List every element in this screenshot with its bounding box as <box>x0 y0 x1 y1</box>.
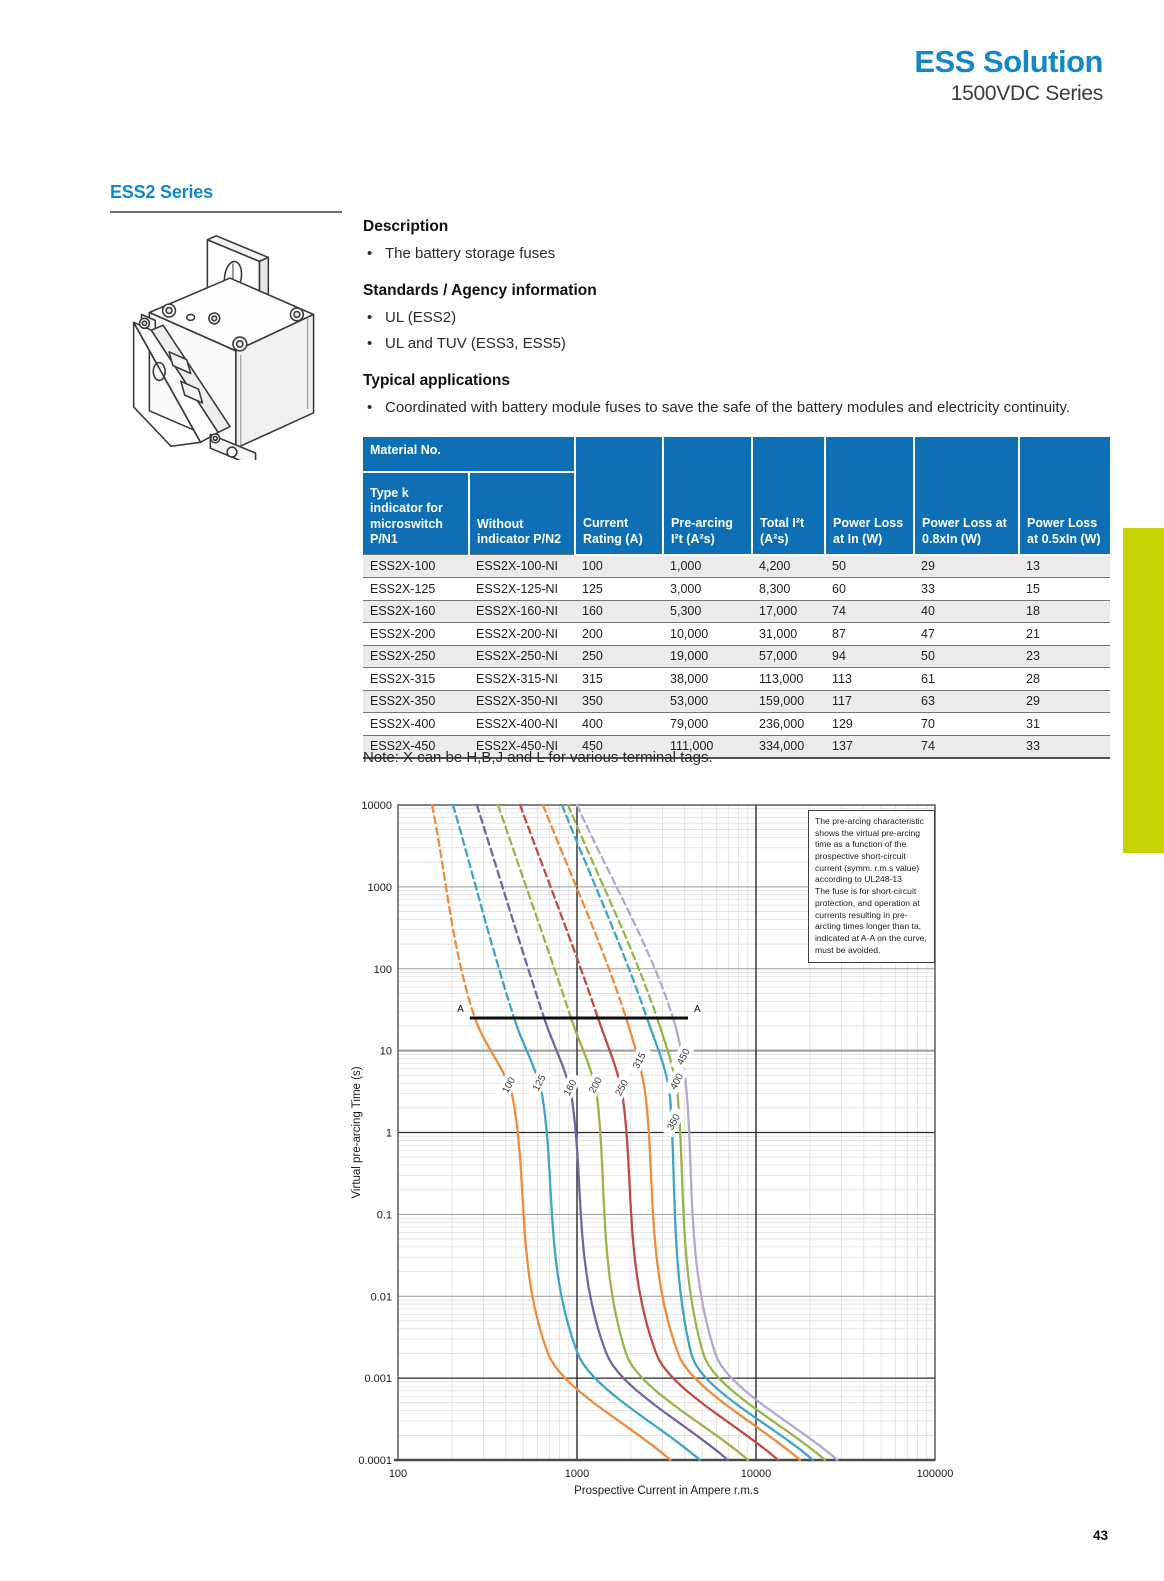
section-title: Description <box>363 218 449 235</box>
curve-label <box>670 1041 696 1072</box>
side-tab <box>1123 528 1164 853</box>
table-cell: 250 <box>582 649 603 664</box>
chart-annotation <box>808 810 935 963</box>
aa-label-left: A <box>457 1004 464 1016</box>
x-tick-label: 10000 <box>740 1468 772 1480</box>
table-cell: 18 <box>1026 604 1040 619</box>
table-cell: 33 <box>1026 739 1040 754</box>
column-header: Total I²t (A²s) <box>752 437 825 555</box>
table-cell: ESS2X-250 <box>370 649 436 664</box>
doc-title: ESS Solution <box>914 44 1103 79</box>
bullet-marker: • <box>367 399 373 416</box>
x-tick-label: 100 <box>388 1468 408 1480</box>
table-cell: 94 <box>832 649 846 664</box>
spec-table <box>363 437 1110 759</box>
table-cell: 29 <box>921 559 935 574</box>
aa-label-right: A <box>694 1004 701 1016</box>
bullet-marker: • <box>367 335 373 352</box>
table-cell: 31,000 <box>759 626 798 641</box>
table-cell: 50 <box>832 559 846 574</box>
table-cell: 21 <box>1026 626 1040 641</box>
table-row <box>363 668 1110 691</box>
table-cell: 3,000 <box>670 581 702 596</box>
table-cell: 117 <box>832 694 852 709</box>
table-cell: ESS2X-200-NI <box>476 626 558 641</box>
table-cell: 10,000 <box>670 626 709 641</box>
table-cell: 23 <box>1026 649 1040 664</box>
curve-label <box>582 1069 608 1100</box>
column-header: Power Loss at In (W) <box>825 437 914 555</box>
svg-text:350: 350 <box>665 1112 683 1133</box>
svg-text:315: 315 <box>631 1050 649 1071</box>
table-cell: 125 <box>582 581 603 596</box>
table-cell: 19,000 <box>670 649 709 664</box>
svg-text:400: 400 <box>668 1071 686 1092</box>
table-row <box>363 578 1110 601</box>
table-cell: 200 <box>582 626 603 641</box>
table-cell: 236,000 <box>759 716 805 731</box>
y-tick-label: 1 <box>385 1127 392 1140</box>
table-cell: 33 <box>921 581 935 596</box>
y-tick-label: 10 <box>379 1045 392 1058</box>
table-cell: ESS2X-400-NI <box>476 716 558 731</box>
table-group-header: Material No. <box>363 437 575 472</box>
table-cell: 334,000 <box>759 739 805 754</box>
bullet-text: Coordinated with battery module fuses to save the safe of the battery modules and electricity continuity. <box>385 399 1071 416</box>
table-cell: 350 <box>582 694 603 709</box>
table-cell: 160 <box>582 604 603 619</box>
bullet-item <box>363 331 1123 357</box>
table-cell: 87 <box>832 626 846 641</box>
table-cell: ESS2X-400 <box>370 716 436 731</box>
table-cell: 450 <box>582 739 603 754</box>
table-cell: 61 <box>921 671 935 686</box>
doc-subtitle: 1500VDC Series <box>950 81 1103 105</box>
table-cell: 57,000 <box>759 649 798 664</box>
table-cell: 63 <box>921 694 935 709</box>
column-header: Power Loss at 0.5xIn (W) <box>1019 437 1110 555</box>
table-cell: 70 <box>921 716 935 731</box>
y-tick-label: 10000 <box>361 800 392 812</box>
table-cell: 40 <box>921 604 935 619</box>
table-cell: 29 <box>1026 694 1040 709</box>
table-cell: 47 <box>921 626 935 641</box>
table-cell: 4,200 <box>759 559 791 574</box>
x-axis-title: Prospective Current in Ampere r.m.s <box>574 1485 759 1497</box>
table-cell: 315 <box>582 671 603 686</box>
table-cell: 1,000 <box>670 559 702 574</box>
y-tick-label: 0.1 <box>376 1209 392 1222</box>
x-tick-label: 1000 <box>564 1468 590 1480</box>
bullet-text: UL and TUV (ESS3, ESS5) <box>385 335 566 352</box>
table-cell: 159,000 <box>759 694 805 709</box>
table-row <box>363 623 1110 646</box>
table-cell: 17,000 <box>759 604 798 619</box>
x-tick-label: 100000 <box>916 1468 954 1480</box>
table-cell: ESS2X-160 <box>370 604 436 619</box>
table-cell: 74 <box>921 739 935 754</box>
table-cell: 31 <box>1026 716 1040 731</box>
table-cell: ESS2X-350-NI <box>476 694 558 709</box>
y-tick-label: 0.001 <box>364 1373 392 1386</box>
note-text: Note: X can be H,B,J and L for various terminal tags. <box>363 749 713 766</box>
table-cell: ESS2X-350 <box>370 694 436 709</box>
y-tick-label: 0.0001 <box>358 1455 392 1467</box>
table-cell: 137 <box>832 739 853 754</box>
table-cell: 74 <box>832 604 846 619</box>
annotation-paragraph: The pre-arcing characteristic shows the virtual pre-arcing time as a function of the prospective short-circuit current (symm. r.m.s value) according to UL248-13 <box>815 816 924 885</box>
y-axis-title: Virtual pre-arcing Time (s) <box>351 1066 363 1199</box>
table-cell: 50 <box>921 649 935 664</box>
column-header: Type k indicator for microswitch P/N1 <box>363 472 469 555</box>
bullet-marker: • <box>367 309 373 326</box>
product-image-fuse <box>112 224 348 460</box>
table-cell: 60 <box>832 581 846 596</box>
table-cell: 113,000 <box>759 671 804 686</box>
page-number: 43 <box>1092 1528 1108 1543</box>
table-cell: 400 <box>582 716 603 731</box>
column-header: Pre-arcing I²t (A²s) <box>663 437 752 555</box>
bullet-item <box>363 305 1123 331</box>
svg-text:250: 250 <box>613 1078 632 1098</box>
table-row <box>363 645 1110 668</box>
bullet-text: The battery storage fuses <box>385 245 556 262</box>
table-cell: 15 <box>1026 581 1040 596</box>
bullet-item <box>363 395 1123 421</box>
table-cell: ESS2X-250-NI <box>476 649 558 664</box>
table-cell: 129 <box>832 716 853 731</box>
column-header: Power Loss at 0.8xIn (W) <box>914 437 1019 555</box>
table-row <box>363 690 1110 713</box>
table-row <box>363 713 1110 736</box>
svg-text:125: 125 <box>531 1073 549 1094</box>
section-title: Typical applications <box>363 372 511 389</box>
y-tick-label: 100 <box>373 963 392 976</box>
table-cell: 5,300 <box>670 604 702 619</box>
curve-label <box>495 1069 521 1100</box>
table-cell: 79,000 <box>670 716 709 731</box>
table-cell: ESS2X-450-NI <box>476 739 558 754</box>
table-cell: 38,000 <box>670 671 709 686</box>
svg-text:200: 200 <box>587 1075 605 1096</box>
table-cell: ESS2X-450 <box>370 739 436 754</box>
svg-text:160: 160 <box>562 1078 580 1098</box>
bullet-item <box>363 241 1123 267</box>
column-header: Without indicator P/N2 <box>469 472 575 555</box>
table-cell: 113 <box>832 671 852 686</box>
table-cell: 53,000 <box>670 694 709 709</box>
curve-label <box>626 1045 652 1076</box>
y-tick-label: 1000 <box>367 881 392 894</box>
curve-label <box>608 1072 634 1103</box>
info-section <box>363 282 1123 357</box>
table-cell: ESS2X-100 <box>370 558 436 573</box>
bullet-text: UL (ESS2) <box>385 309 457 326</box>
table-cell: ESS2X-100-NI <box>476 558 558 573</box>
heading-rule <box>110 211 342 213</box>
time-current-chart <box>330 790 1030 1520</box>
bullet-marker: • <box>367 245 373 262</box>
table-cell: 13 <box>1026 559 1040 574</box>
table-cell: ESS2X-200 <box>370 626 436 641</box>
info-section <box>363 218 1123 267</box>
doc-header <box>914 46 1103 106</box>
table-cell: 100 <box>582 559 603 574</box>
column-header: Current Rating (A) <box>575 437 663 555</box>
table-cell: ESS2X-125 <box>370 581 436 596</box>
curve-label <box>557 1072 583 1103</box>
table-cell: ESS2X-315-NI <box>476 671 558 686</box>
y-tick-label: 0.01 <box>370 1291 392 1304</box>
svg-text:100: 100 <box>500 1075 518 1096</box>
info-section <box>363 372 1123 421</box>
section-title: Standards / Agency information <box>363 282 597 299</box>
table-cell: 28 <box>1026 671 1040 686</box>
annotation-paragraph: The fuse is for short-circuit protection, and operation at currents resulting in pre-arcting times longer than ta, indicated at A-A on the curve, must be avoided. <box>815 886 927 955</box>
table-cell: ESS2X-125-NI <box>476 581 558 596</box>
table-cell: ESS2X-160-NI <box>476 604 558 619</box>
table-row <box>363 555 1110 578</box>
table-row <box>363 600 1110 623</box>
table-cell: 111,000 <box>670 739 714 754</box>
svg-text:450: 450 <box>675 1047 693 1068</box>
series-heading: ESS2 Series <box>110 182 213 202</box>
info-sections <box>363 218 1123 436</box>
table-cell: 8,300 <box>759 581 791 596</box>
table-cell: ESS2X-315 <box>370 671 436 686</box>
